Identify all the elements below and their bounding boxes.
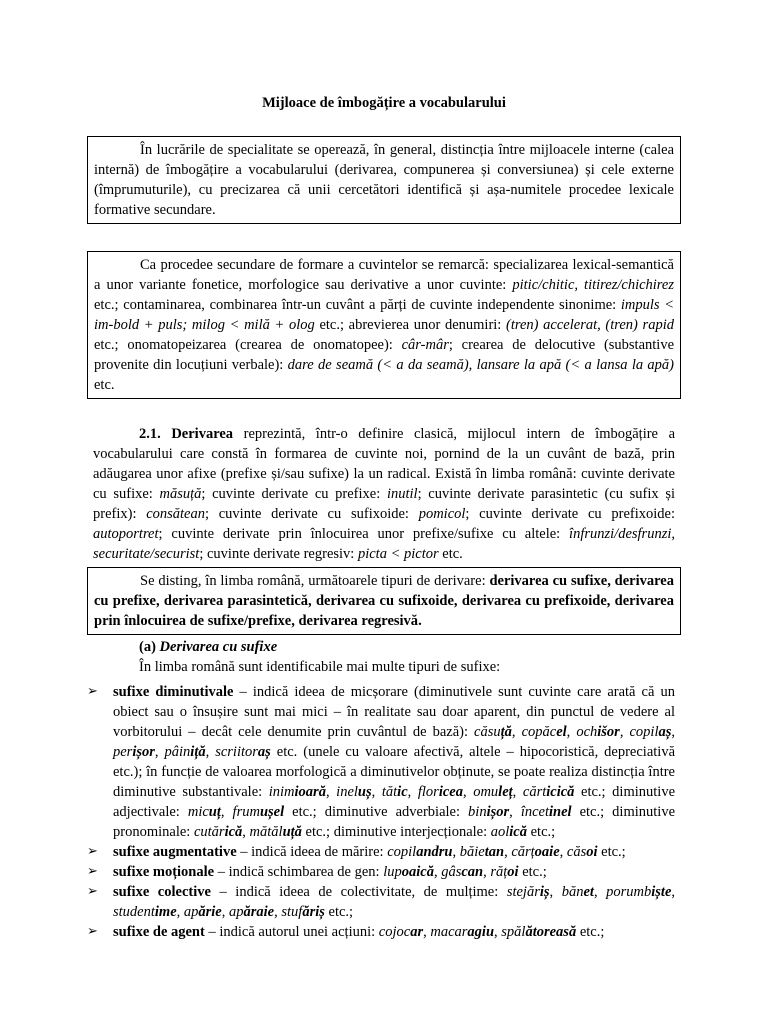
- example-run: picta < pictor: [357, 546, 439, 562]
- section-heading: [93, 637, 675, 657]
- example-run: [521, 804, 572, 820]
- example-run: [382, 784, 408, 800]
- example-run: [491, 824, 527, 840]
- example-stem: pâin: [164, 744, 191, 760]
- text-run: reprezintă, într-o definire clasică, mijlocul intern de îmbogățire a vocabularului care constă în formarea de cuvinte noi, pornind de la un cuvânt de bază, prin adăugarea unor afixe (prefixe și/sau sufixe) la un radical. Există în limba română: cuvinte derivate cu sufixe:: [93, 426, 675, 502]
- separator: ,: [559, 844, 567, 860]
- example-run: autoportret: [93, 526, 159, 542]
- separator: ,: [549, 884, 562, 900]
- separator: ,: [371, 784, 382, 800]
- separator: ,: [462, 784, 474, 800]
- arrow-bullet-icon: ➢: [87, 884, 98, 899]
- example-run: [165, 744, 206, 760]
- example-run: [250, 824, 302, 840]
- text-run: etc.; diminutive interjecționale:: [301, 824, 491, 840]
- list-item: [87, 682, 675, 842]
- example-stem: copil: [387, 844, 417, 860]
- separator: ,: [671, 724, 676, 740]
- example-stem: copăc: [521, 724, 557, 740]
- example-stem: inim: [268, 784, 295, 800]
- example-suffix: ime: [154, 904, 177, 920]
- text-run: etc.; diminutive adverbiale:: [284, 804, 469, 820]
- example-run: [511, 844, 559, 860]
- example-run: [468, 804, 509, 820]
- secondary-procedures-paragraph: [94, 255, 674, 395]
- example-stem: lup: [383, 864, 402, 880]
- example-stem: mic: [187, 804, 209, 820]
- example-stem: copil: [629, 724, 659, 740]
- intro-paragraph: În lucrările de specialitate se operează, în general, distincția între mijloacele interne (calea internă) de îmbogățire a vocabularului (derivarea, compunerea și conversiunea) și cele externe (împrumuturile), cu precizarea că unii cercetători identifică și așa-numitele procedee lexicale formative secundare.: [94, 142, 674, 218]
- example-suffix: et: [583, 884, 594, 900]
- section-term: Derivarea: [171, 426, 234, 442]
- text-run: – indică ideea de micșorare (diminutivele sunt cuvinte care arată că un obiect sau o însușire sunt mai mici – în realitate sau doar aparent, din punctul de vedere al vorbitorului – decât cele denumite prin cuvântul de bază):: [113, 684, 675, 740]
- separator: ,: [274, 904, 282, 920]
- example-stem: stuf: [281, 904, 303, 920]
- example-stem: per: [113, 744, 133, 760]
- example-stem: băn: [561, 884, 584, 900]
- example-run: [522, 724, 567, 740]
- example-run: [562, 884, 594, 900]
- example-suffix: oi: [586, 844, 598, 860]
- list-item: [87, 882, 675, 922]
- separator: ,: [433, 864, 442, 880]
- example-suffix: icică: [546, 784, 575, 800]
- separator: ,: [512, 784, 523, 800]
- separator: ,: [483, 864, 491, 880]
- separator: ,: [511, 724, 522, 740]
- text-run: etc.;: [597, 844, 626, 860]
- example-run: [269, 784, 326, 800]
- example-suffix: ăriș: [302, 904, 325, 920]
- example-run: [113, 744, 155, 760]
- text-run: etc.;: [576, 924, 605, 940]
- example-stem: bin: [468, 804, 487, 820]
- page-title: Mijloace de îmbogățire a vocabularului: [262, 95, 506, 111]
- example-suffix: icea: [438, 784, 463, 800]
- separator: ,: [221, 904, 229, 920]
- example-run: [418, 784, 463, 800]
- example-run: măsuță: [159, 486, 202, 502]
- example-suffix: uș: [357, 784, 372, 800]
- example-stem: ap: [229, 904, 244, 920]
- example-suffix: ar: [410, 924, 424, 940]
- example-stem: student: [113, 904, 155, 920]
- example-run: [460, 844, 504, 860]
- derivation-paragraph: [93, 424, 675, 564]
- example-run: [379, 924, 423, 940]
- text-run: ; cuvinte derivate cu prefixe:: [201, 486, 387, 502]
- example-run: [383, 864, 434, 880]
- example-stem: spăl: [501, 924, 526, 940]
- example-suffix: ță: [500, 724, 512, 740]
- example-run: [501, 924, 576, 940]
- derivation-section: [87, 424, 681, 564]
- example-stem: omu: [473, 784, 499, 800]
- example-run: [215, 744, 271, 760]
- example-stem: macar: [430, 924, 468, 940]
- example-run: [490, 864, 518, 880]
- text-run: etc.;: [518, 864, 547, 880]
- suffix-types-list: [87, 682, 681, 942]
- example-run: [229, 904, 274, 920]
- example-suffix: aș: [257, 744, 271, 760]
- example-run: impuls < im-bold + puls; milog < milă + olog: [94, 297, 674, 333]
- example-stem: mătăl: [249, 824, 283, 840]
- text-run: etc.;: [527, 824, 556, 840]
- example-suffix: oi: [507, 864, 519, 880]
- example-stem: băie: [459, 844, 485, 860]
- text-run: – indică schimbarea de gen:: [214, 864, 384, 880]
- secondary-procedures-box: [87, 251, 681, 399]
- example-run: [474, 724, 512, 740]
- separator: ,: [452, 844, 460, 860]
- example-run: inutil: [386, 486, 418, 502]
- separator: ,: [504, 844, 512, 860]
- example-stem: flor: [417, 784, 439, 800]
- example-stem: căsu: [474, 724, 501, 740]
- separator: ,: [154, 744, 165, 760]
- example-suffix: išor: [597, 724, 620, 740]
- separator: ,: [205, 744, 216, 760]
- text-run: etc.; onomatopeizarea (crearea de onomatopee):: [94, 337, 402, 353]
- example-suffix: ic: [397, 784, 408, 800]
- separator: ,: [671, 884, 676, 900]
- example-stem: frum: [232, 804, 260, 820]
- text-run: – indică autorul unei acțiuni:: [204, 924, 379, 940]
- text-run: – indică ideea de colectivitate, de mulțime:: [210, 884, 507, 900]
- separator: ,: [423, 924, 431, 940]
- text-run: – indică ideea de mărire:: [236, 844, 388, 860]
- example-suffix: uț: [208, 804, 221, 820]
- example-stem: căs: [566, 844, 587, 860]
- example-stem: gâs: [441, 864, 462, 880]
- list-term: sufixe diminutivale: [113, 684, 234, 700]
- example-run: [441, 864, 483, 880]
- example-suffix: ică: [509, 824, 527, 840]
- text-run: ; cuvinte derivate prin înlocuirea unor prefixe/sufixe cu altele:: [158, 526, 570, 542]
- arrow-bullet-icon: ➢: [87, 684, 98, 699]
- example-stem: cărt: [522, 784, 547, 800]
- separator: ,: [619, 724, 630, 740]
- separator: ,: [494, 924, 502, 940]
- arrow-bullet-icon: ➢: [87, 924, 98, 939]
- list-term: sufixe colective: [113, 884, 211, 900]
- example-stem: porumb: [606, 884, 652, 900]
- example-suffix: ișor: [132, 744, 155, 760]
- text-run: Ca procedee secundare de formare a cuvintelor se remarcă: specializarea lexical-semantică a unor variante fonetice, morfologice sau derivative a unor cuvinte:: [94, 257, 674, 293]
- example-stem: aol: [490, 824, 510, 840]
- example-suffix: el: [556, 724, 567, 740]
- example-run: [473, 784, 512, 800]
- text-run: etc. (unele cu valoare afectivă, altele – hipocoristică, depreciativă etc.); în funcție de valoarea morfologică a diminutivelor obținute, se poate realiza distincția între diminutive substantivale:: [113, 744, 676, 800]
- example-suffix: ușel: [259, 804, 285, 820]
- example-suffix: iță: [190, 744, 206, 760]
- text-run: etc.; diminutive pronominale:: [113, 804, 676, 840]
- text-run: etc.;: [324, 904, 354, 920]
- separator: ,: [325, 784, 337, 800]
- example-run: pitic/chitic, titirez/chichirez: [512, 277, 674, 293]
- text-run: Se disting, în limba română, următoarele tipuri de derivare:: [140, 573, 490, 589]
- example-stem: cutăr: [193, 824, 225, 840]
- text-run: ; cuvinte derivate regresiv:: [199, 546, 358, 562]
- example-suffix: can: [461, 864, 484, 880]
- example-run: [606, 884, 671, 900]
- arrow-bullet-icon: ➢: [87, 864, 98, 879]
- example-suffix: ărie: [198, 904, 222, 920]
- example-stem: ap: [183, 904, 199, 920]
- example-run: [188, 804, 221, 820]
- text-run: etc.; contaminarea, combinarea într-un cuvânt a părți de cuvinte independente sinonime:: [94, 297, 621, 313]
- text-run: etc.: [438, 546, 463, 562]
- example-stem: scriitor: [215, 744, 258, 760]
- example-run: [194, 824, 242, 840]
- example-suffix: oaie: [534, 844, 560, 860]
- example-suffix: ăraie: [243, 904, 275, 920]
- separator: ,: [509, 804, 521, 820]
- list-term: sufixe de agent: [113, 924, 205, 940]
- bold-run: derivarea cu sufixe, derivarea cu prefixe, derivarea parasintetică, derivarea cu sufixoide, derivarea cu prefixoide, derivarea prin înlocuirea de sufixe/prefixe, derivarea regresivă: [94, 573, 674, 629]
- example-suffix: inel: [549, 804, 572, 820]
- example-run: înfrunzi/desfrunzi, securitate/securist: [93, 526, 675, 562]
- example-run: [387, 844, 452, 860]
- example-suffix: uță: [282, 824, 302, 840]
- example-stem: inel: [336, 784, 358, 800]
- example-run: pomicol: [418, 506, 466, 522]
- example-run: [113, 904, 177, 920]
- text-run: ; cuvinte derivate parasintetic (cu sufix și prefix):: [93, 486, 675, 522]
- list-term: sufixe moționale: [113, 864, 215, 880]
- example-suffix: agiu: [467, 924, 495, 940]
- example-run: [507, 884, 550, 900]
- example-suffix: aș: [658, 724, 672, 740]
- example-run: [233, 804, 285, 820]
- list-term: sufixe augmentative: [113, 844, 237, 860]
- example-suffix: ătoreasă: [525, 924, 577, 940]
- example-run: [576, 724, 620, 740]
- example-run: dare de seamă (< a da seamă), lansare la apă (< a lansa la apă): [287, 357, 675, 373]
- example-run: [430, 924, 494, 940]
- heading-marker: (a): [139, 639, 156, 655]
- example-run: [567, 844, 598, 860]
- text-run: etc.; abrevierea unor denumiri:: [314, 317, 507, 333]
- suffix-derivation-section: [87, 637, 681, 677]
- separator: ,: [220, 804, 233, 820]
- derivation-types-paragraph: [94, 571, 674, 631]
- text-run: etc.; diminutive adjectivale:: [113, 784, 676, 820]
- example-stem: încet: [520, 804, 549, 820]
- heading-title: Derivarea cu sufixe: [159, 639, 278, 655]
- example-suffix: iș: [539, 884, 550, 900]
- example-suffix: andru: [416, 844, 453, 860]
- intro-box: [87, 136, 681, 224]
- list-item: [87, 922, 675, 942]
- example-run: [629, 724, 671, 740]
- example-run: (tren) accelerat, (tren) rapid: [506, 317, 674, 333]
- separator: ,: [407, 784, 418, 800]
- separator: ,: [242, 824, 250, 840]
- list-item: [87, 862, 675, 882]
- separator: ,: [176, 904, 184, 920]
- example-suffix: leț: [498, 784, 513, 800]
- example-run: câr-mâr: [401, 337, 449, 353]
- bold-run: .: [418, 613, 422, 629]
- example-run: [523, 784, 575, 800]
- example-suffix: tan: [484, 844, 505, 860]
- example-suffix: ioară: [294, 784, 326, 800]
- example-run: consătean: [146, 506, 205, 522]
- example-suffix: iște: [651, 884, 672, 900]
- text-run: ; cuvinte derivate cu prefixoide:: [465, 506, 675, 522]
- example-stem: cojoc: [378, 924, 411, 940]
- example-suffix: ișor: [486, 804, 510, 820]
- text-run: ; cuvinte derivate cu sufixoide:: [205, 506, 419, 522]
- example-suffix: oaică: [401, 864, 434, 880]
- example-run: [336, 784, 371, 800]
- example-run: [184, 904, 222, 920]
- separator: ,: [566, 724, 577, 740]
- example-stem: răț: [490, 864, 508, 880]
- section-intro: În limba română sunt identificabile mai multe tipuri de sufixe:: [139, 659, 501, 675]
- derivation-types-box: [87, 567, 681, 635]
- list-item: [87, 842, 675, 862]
- text-run: etc.: [94, 377, 115, 393]
- example-run: [281, 904, 325, 920]
- separator: ,: [593, 884, 607, 900]
- example-stem: och: [576, 724, 598, 740]
- text-run: ; crearea de delocutive (substantive provenite din locuțiuni verbale):: [94, 337, 675, 373]
- example-stem: cărț: [511, 844, 535, 860]
- example-stem: tăt: [381, 784, 398, 800]
- arrow-bullet-icon: ➢: [87, 844, 98, 859]
- example-stem: stejăr: [506, 884, 540, 900]
- example-suffix: ică: [224, 824, 243, 840]
- section-number: 2.1.: [139, 426, 161, 442]
